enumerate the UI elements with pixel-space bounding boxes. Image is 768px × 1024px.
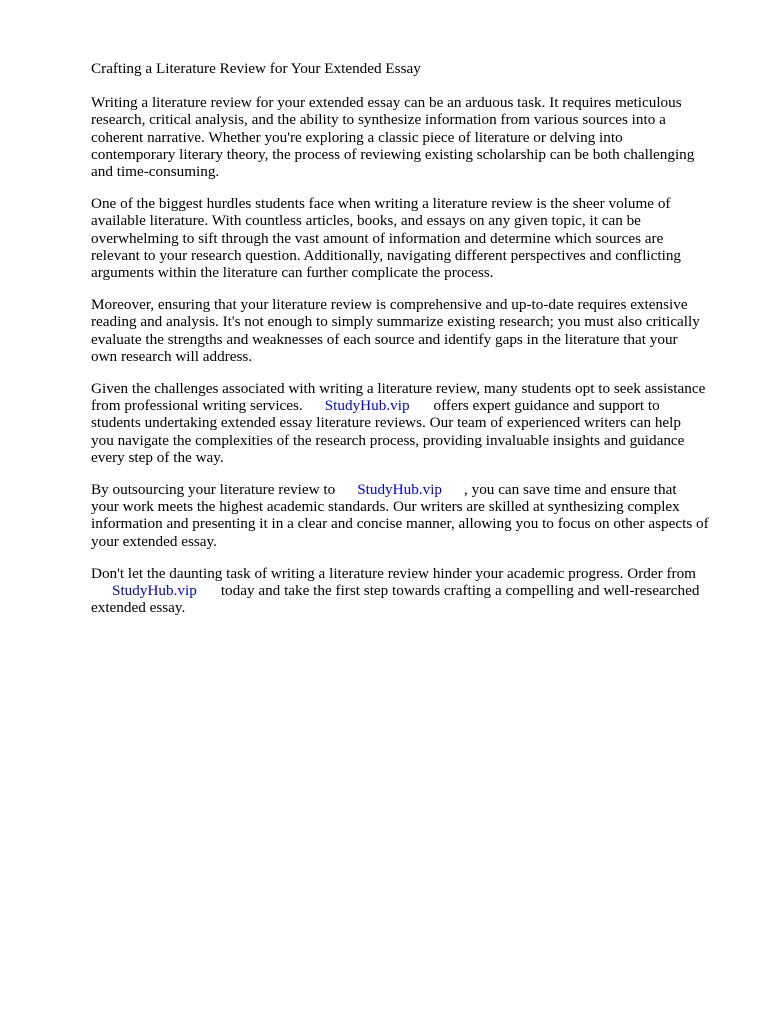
- paragraph-6: [91, 565, 731, 617]
- paragraph-line: evaluate the strengths and weaknesses of each source and identify gaps in the literature that your: [91, 330, 678, 348]
- paragraph-line: extended essay.: [91, 599, 186, 617]
- paragraph-line: Don't let the daunting task of writing a literature review hinder your academic progress. Order from: [91, 564, 696, 582]
- paragraph-5: [91, 481, 731, 550]
- paragraph-3: [91, 296, 731, 365]
- paragraph-line: overwhelming to sift through the vast amount of information and determine which sources are: [91, 229, 664, 247]
- paragraph-2: [91, 195, 731, 281]
- paragraph-line: Given the challenges associated with writing a literature review, many students opt to seek assistance: [91, 380, 706, 398]
- paragraph-line: students undertaking extended essay literature reviews. Our team of experienced writers can help: [91, 414, 681, 432]
- paragraph-line: Moreover, ensuring that your literature review is comprehensive and up-to-date requires extensive: [91, 296, 688, 314]
- paragraph-line: [91, 582, 731, 599]
- paragraph-line: information and presenting it in a clear and concise manner, allowing you to focus on other aspects of: [91, 515, 709, 533]
- paragraph-line: relevant to your research question. Additionally, navigating different perspectives and conflicting: [91, 246, 682, 264]
- paragraph-text: today and take the first step towards crafting a compelling and well-researched: [220, 582, 700, 600]
- document-page: [91, 60, 731, 631]
- paragraph-line: own research will address.: [91, 347, 253, 365]
- paragraph-line: Writing a literature review for your extended essay can be an arduous task. It requires meticulous: [91, 94, 682, 112]
- paragraph-line: and time-consuming.: [91, 163, 220, 181]
- paragraph-line: you navigate the complexities of the research process, providing invaluable insights and guidance: [91, 431, 685, 449]
- paragraph-line: reading and analysis. It's not enough to simply summarize existing research; you must also critically: [91, 313, 700, 331]
- paragraph-line: research, critical analysis, and the ability to synthesize information from various sources into a: [91, 111, 666, 129]
- paragraph-line: arguments within the literature can further complicate the process.: [91, 264, 494, 282]
- paragraph-line: available literature. With countless articles, books, and essays on any given topic, it can be: [91, 212, 641, 230]
- paragraph-1: [91, 94, 731, 180]
- paragraph-line: [91, 481, 731, 498]
- paragraph-text: offers expert guidance and support to: [433, 397, 660, 415]
- paragraph-line: every step of the way.: [91, 448, 224, 466]
- paragraph-line: One of the biggest hurdles students face when writing a literature review is the sheer volume of: [91, 195, 671, 213]
- paragraph-text: from professional writing services.: [91, 397, 303, 415]
- paragraph-text: By outsourcing your literature review to: [91, 481, 336, 499]
- studyhub-link[interactable]: StudyHub.vip: [324, 397, 410, 415]
- paragraph-line: contemporary literary theory, the process of reviewing existing scholarship can be both challenging: [91, 145, 695, 163]
- studyhub-link[interactable]: StudyHub.vip: [357, 481, 443, 499]
- document-title: Crafting a Literature Review for Your Extended Essay: [91, 60, 421, 77]
- paragraph-line: your work meets the highest academic standards. Our writers are skilled at synthesizing complex: [91, 498, 680, 516]
- paragraph-line: your extended essay.: [91, 532, 217, 550]
- paragraph-line: coherent narrative. Whether you're exploring a classic piece of literature or delving into: [91, 128, 623, 146]
- paragraph-line: [91, 397, 731, 414]
- paragraph-text: , you can save time and ensure that: [464, 481, 677, 499]
- studyhub-link[interactable]: StudyHub.vip: [112, 582, 197, 600]
- paragraph-4: [91, 380, 731, 466]
